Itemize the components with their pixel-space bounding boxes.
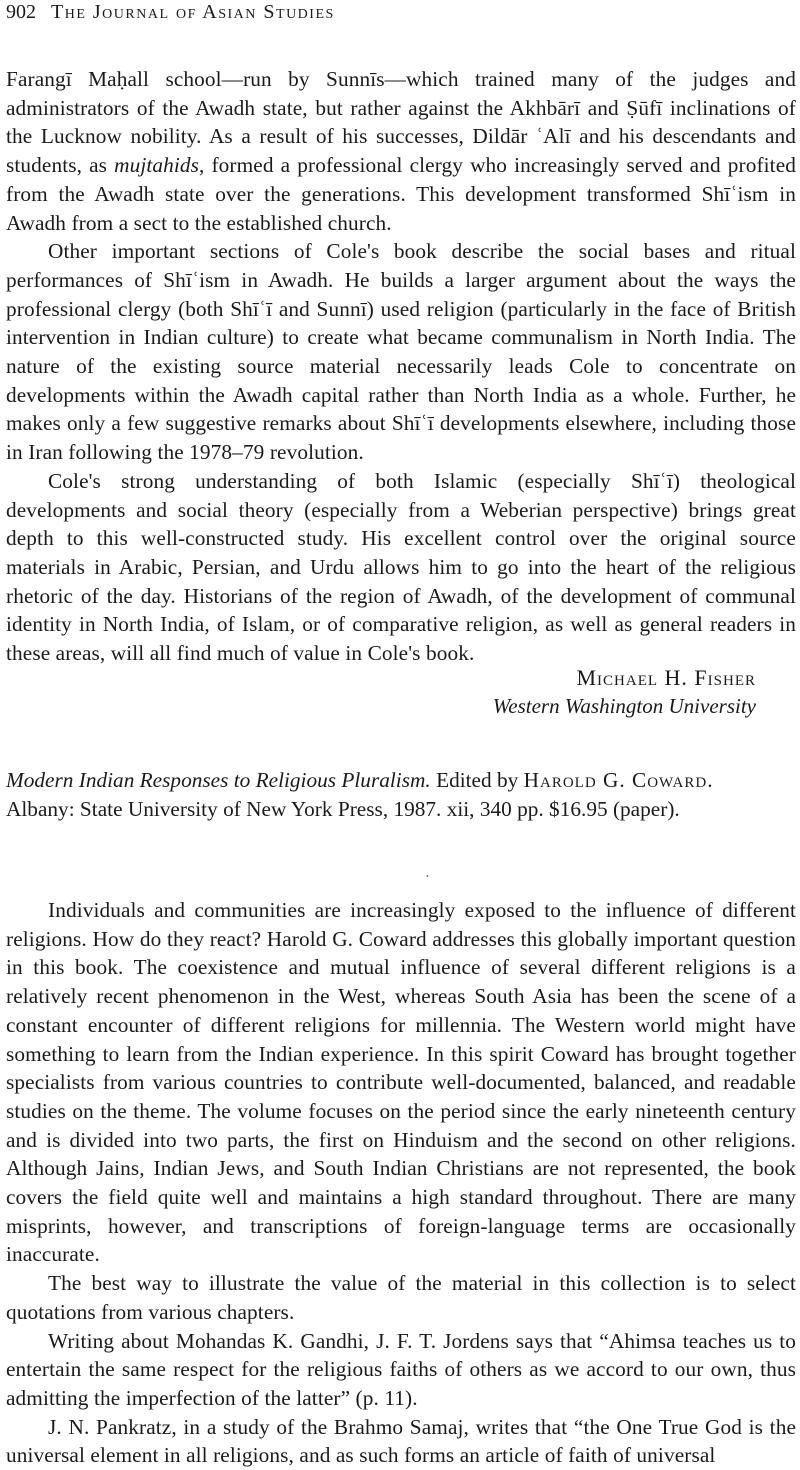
italic-term: mujtahids xyxy=(114,153,200,178)
review-2-paragraph-4: J. N. Pankratz, in a study of the Brahmo Samaj, writes that “the One True God is the universal element in all religions, and as such forms an article of faith of universal xyxy=(6,1414,796,1468)
book-heading xyxy=(6,766,766,823)
review-1-body xyxy=(6,65,796,668)
reviewer-affiliation: Western Washington University xyxy=(492,694,756,718)
separator-dot: • xyxy=(426,872,429,881)
review-1-paragraph-1 xyxy=(6,65,796,237)
review-2-paragraph-3: Writing about Mohandas K. Gandhi, J. F. T. Jordens says that “Ahimsa teaches us to entertain the same respect for the religious faiths of others as we accord to our own, thus admitting the imperfection of the latter” (p. 11). xyxy=(6,1328,796,1410)
reviewer-signature xyxy=(493,663,756,721)
reviewer-name: Michael H. Fisher xyxy=(576,665,756,690)
journal-title: The Journal of Asian Studies xyxy=(51,1,335,23)
review-2-body xyxy=(6,896,796,1470)
review-1-paragraph-2: Other important sections of Cole's book describe the social bases and ritual performances of Shīʿism in Awadh. He builds a larger argument about the ways the professional clergy (both Shīʿī and Sunnī) used religion (particularly in the face of British intervention in Indian culture) to create what became communalism in North India. The nature of the existing source material necessarily leads Cole to concentrate on developments within the Awadh capital rather than North India as a whole. Further, he makes only a few suggestive remarks about Shīʿī developments elsewhere, including those in Iran following the 1978–79 revolution. xyxy=(6,239,796,465)
book-editor: Harold G. Coward. xyxy=(523,768,714,792)
paragraph-text: Farangī Maḥall school—run by Sunnīs—which trained many of the judges and administrators of the Awadh state, but rather against the Akhbārī and Ṣūfī inclinations of the Lucknow nobility. As a result of his successes, Dildār ʿAlī and his descendants and students, as xyxy=(6,67,796,178)
book-title: Modern Indian Responses to Religious Pluralism. xyxy=(6,768,431,792)
edited-by-label: Edited by xyxy=(436,768,519,792)
book-publication-info: Albany: State University of New York Press, 1987. xii, 340 pp. $16.95 (paper). xyxy=(6,796,680,821)
page-number: 902 xyxy=(6,1,36,23)
review-1-paragraph-3: Cole's strong understanding of both Islamic (especially Shīʿī) theological developments and social theory (especially from a Weberian perspective) brings great depth to this well-constructed study. His excellent control over the original source materials in Arabic, Persian, and Urdu allows him to go into the heart of the religious rhetoric of the day. Historians of the region of Awadh, of the development of communal identity in North India, of Islam, or of comparative religion, as well as general readers in these areas, will all find much of value in Cole's book. xyxy=(6,468,796,666)
review-2-paragraph-1: Individuals and communities are increasingly exposed to the influence of different religions. How do they react? Harold G. Coward addresses this globally important question in this book. The coexistence and mutual influence of several different religions is a relatively recent phenomenon in the West, whereas South Asia has been the scene of a constant encounter of different religions for millennia. The Western world might have something to learn from the Indian experience. In this spirit Coward has brought together specialists from various countries to contribute well-documented, balanced, and readable studies on the theme. The volume focuses on the period since the early nineteenth century and is divided into two parts, the first on Hinduism and the second on other religions. Although Jains, Indian Jews, and South Indian Christians are not represented, the book covers the field quite well and maintains a high standard throughout. There are many misprints, however, and transcriptions of foreign-language terms are occasionally inaccurate. xyxy=(6,898,796,1267)
review-2-paragraph-2: The best way to illustrate the value of the material in this collection is to select quotations from various chapters. xyxy=(6,1271,796,1324)
running-head xyxy=(6,0,796,24)
paragraph-text: , formed a professional clergy who increasingly served and profited from the Awadh state over the generations. This development transformed Shīʿism in Awadh from a sect to the established church. xyxy=(6,153,796,235)
journal-page xyxy=(6,0,796,1468)
